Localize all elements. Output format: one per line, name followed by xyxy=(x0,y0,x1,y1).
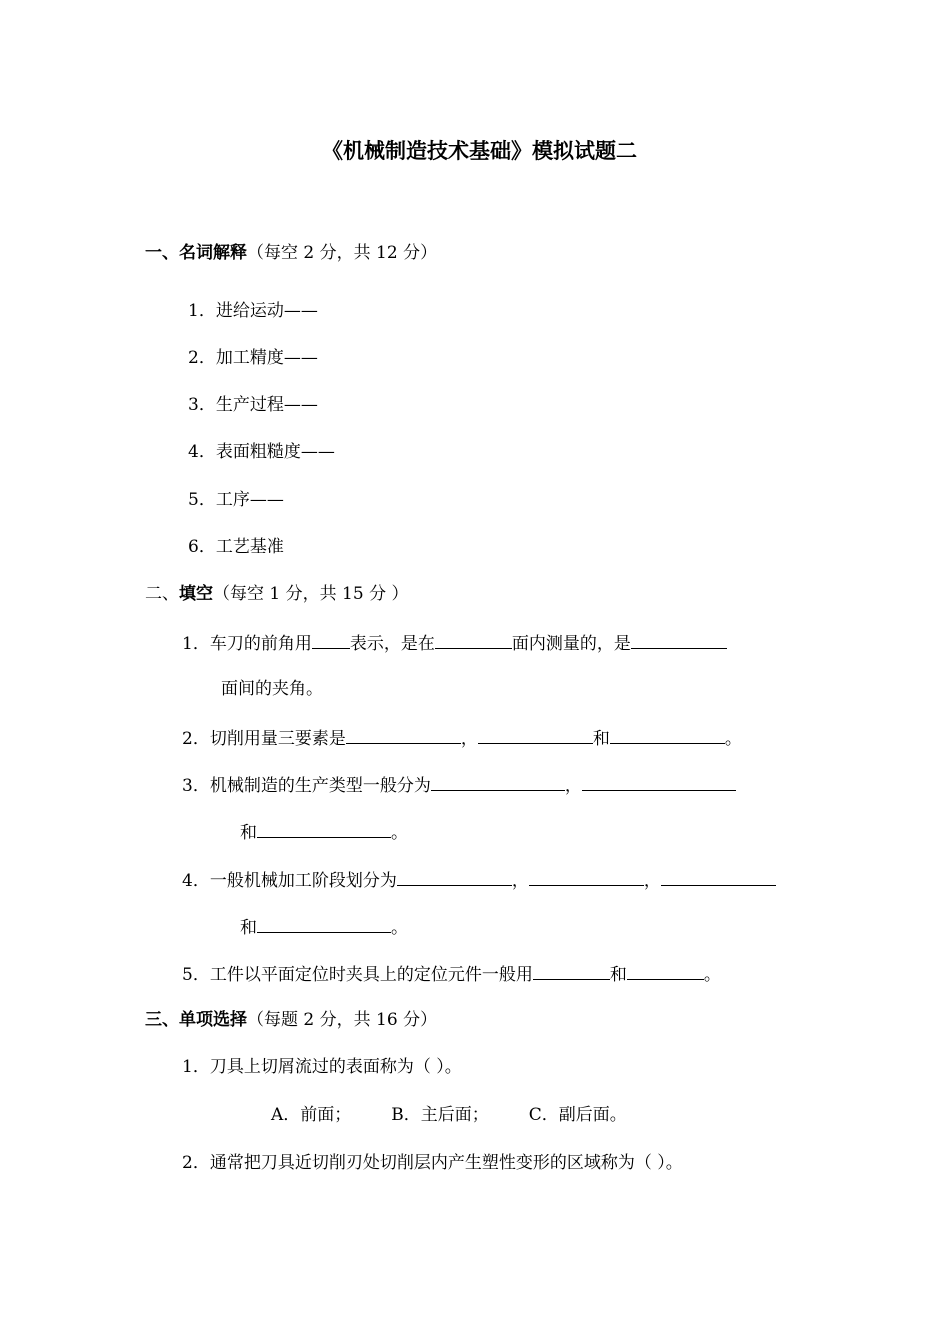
term-item: 2．加工精度—— xyxy=(188,348,318,368)
answer-blank[interactable] xyxy=(431,772,565,791)
question-text: ， xyxy=(643,871,661,891)
answer-blank[interactable] xyxy=(257,914,391,933)
question-text: 和 xyxy=(592,729,610,749)
choice-options-1 xyxy=(271,1103,627,1127)
question-text: 和 xyxy=(609,965,627,985)
question-text: 1．车刀的前角用 xyxy=(182,634,312,654)
question-text: 3．机械制造的生产类型一般分为 xyxy=(182,776,431,796)
question-text: 5．工件以平面定位时夹具上的定位元件一般用 xyxy=(182,965,533,985)
fill-question-1 xyxy=(182,630,727,656)
answer-blank[interactable] xyxy=(533,961,610,980)
question-text: ， xyxy=(511,871,529,891)
term-item: 1．进给运动—— xyxy=(188,301,318,321)
term-item: 4．表面粗糙度—— xyxy=(188,442,335,462)
question-text: 。 xyxy=(703,965,721,985)
question-text: 和 xyxy=(240,823,257,843)
page-title: 《机械制造技术基础》模拟试题二 xyxy=(322,138,637,163)
fill-question-2 xyxy=(182,725,742,751)
option-b[interactable]: B．主后面； xyxy=(391,1105,489,1125)
choice-question-1: 1．刀具上切屑流过的表面称为（ ）。 xyxy=(182,1057,462,1077)
answer-blank[interactable] xyxy=(661,867,776,886)
fill-question-3 xyxy=(182,772,736,798)
section-3-heading: 三、单项选择 xyxy=(145,1010,247,1030)
answer-blank[interactable] xyxy=(346,725,461,744)
section-1-header xyxy=(145,241,437,265)
section-3-header xyxy=(145,1008,437,1032)
answer-blank[interactable] xyxy=(610,725,725,744)
question-text: 面内测量的，是 xyxy=(511,634,631,654)
term-item: 6．工艺基准 xyxy=(188,537,284,557)
term-item: 5．工序—— xyxy=(188,490,284,510)
section-2-heading: 填空 xyxy=(179,584,213,604)
answer-blank[interactable] xyxy=(312,630,350,649)
answer-blank[interactable] xyxy=(529,867,644,886)
question-text: ， xyxy=(460,729,478,749)
section-3-note: （每题 2 分，共 16 分） xyxy=(247,1010,438,1030)
question-text: 2．切削用量三要素是 xyxy=(182,729,346,749)
question-text: 。 xyxy=(391,823,408,843)
fill-question-3-cont xyxy=(240,819,408,845)
question-text: 。 xyxy=(391,918,408,938)
section-1-note: （每空 2 分，共 12 分） xyxy=(247,243,438,263)
answer-blank[interactable] xyxy=(478,725,593,744)
answer-blank[interactable] xyxy=(582,772,736,791)
fill-question-1-cont: 面间的夹角。 xyxy=(221,679,323,699)
section-2-prefix: 二、 xyxy=(145,584,179,604)
choice-question-2: 2．通常把刀具近切削刃处切削层内产生塑性变形的区域称为（ ）。 xyxy=(182,1153,683,1173)
section-2-header xyxy=(145,582,408,606)
answer-blank[interactable] xyxy=(627,961,704,980)
option-c[interactable]: C．副后面。 xyxy=(528,1105,627,1125)
term-item: 3．生产过程—— xyxy=(188,395,318,415)
section-1-heading: 一、名词解释 xyxy=(145,243,247,263)
question-text: 。 xyxy=(724,729,742,749)
answer-blank[interactable] xyxy=(397,867,512,886)
question-text: ， xyxy=(564,776,582,796)
fill-question-5 xyxy=(182,961,721,987)
question-text: 和 xyxy=(240,918,257,938)
answer-blank[interactable] xyxy=(257,819,391,838)
answer-blank[interactable] xyxy=(435,630,512,649)
fill-question-4 xyxy=(182,867,776,893)
section-2-note: （每空 1 分，共 15 分 ） xyxy=(213,584,409,604)
question-text: 表示，是在 xyxy=(349,634,435,654)
answer-blank[interactable] xyxy=(631,630,727,649)
question-text: 4．一般机械加工阶段划分为 xyxy=(182,871,397,891)
fill-question-4-cont xyxy=(240,914,408,940)
option-a[interactable]: A．前面； xyxy=(271,1105,352,1125)
